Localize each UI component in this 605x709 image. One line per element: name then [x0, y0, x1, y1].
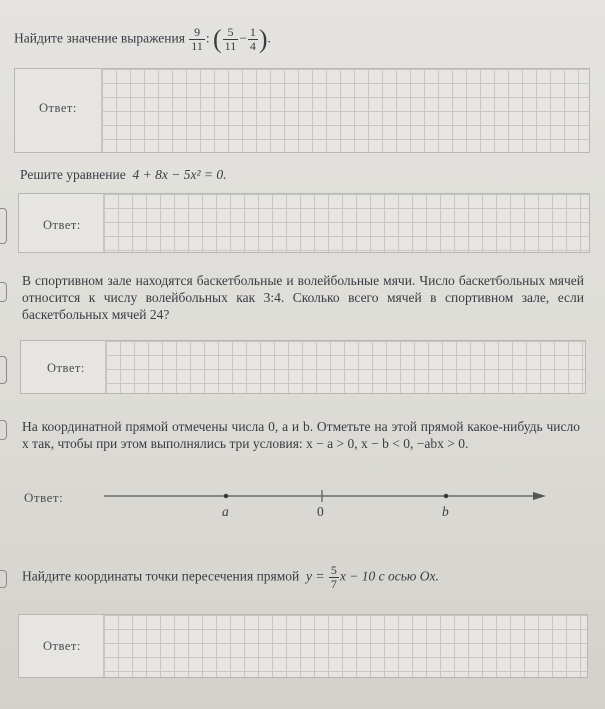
task-1-text: Найдите значение выражения [14, 30, 185, 46]
task-3-prompt [22, 272, 584, 323]
division-sign: : [205, 30, 210, 46]
task-2-equation: 4 + 8x − 5x² = 0. [132, 167, 227, 182]
label-zero: 0 [317, 504, 324, 519]
task-5-prompt [22, 564, 439, 591]
answer-label-3: Ответ: [47, 361, 85, 375]
axis-arrow-icon [533, 492, 546, 500]
task-2-prompt [20, 166, 226, 183]
margin-bracket-3 [0, 282, 7, 302]
answer-grid-1[interactable] [101, 69, 589, 152]
task-3-text: В спортивном зале находятся баскетбольные и волейбольные мячи. Число баскетбольных мячей относится к числу волейбольных как 3:4. Сколько всего мячей в спортивном зале, если баскетбольных мячей 24? [22, 273, 584, 322]
label-b: b [442, 504, 449, 519]
fraction-5-7: $\frac{5}{7}$ [330, 563, 337, 591]
task-4-prompt [22, 418, 580, 452]
answer-grid-2[interactable] [103, 194, 589, 252]
task-5-rhs: x − 10 с осью Ox. [339, 568, 439, 584]
task-5-lhs: y = [306, 568, 325, 584]
answer-box-5[interactable] [18, 614, 588, 678]
answer-label-4: Ответ: [24, 490, 64, 505]
fraction-9-11: $\frac{9}{11}$ [191, 25, 203, 53]
answer-box-1[interactable] [14, 68, 590, 153]
margin-bracket-3b [0, 356, 7, 384]
answer-box-2[interactable] [18, 193, 590, 253]
task-4-text: На координатной прямой отмечены числа 0, a и b. Отметьте на этой прямой какое-нибудь число x так, чтобы при этом выполнялись три условия: x − a > 0, x − b < 0, −abx > 0. [22, 419, 580, 451]
task-5-text: Найдите координаты точки пересечения прямой [22, 568, 300, 584]
answer-label-5: Ответ: [43, 639, 81, 653]
answer-box-3[interactable] [20, 340, 586, 394]
answer-label-1: Ответ: [39, 101, 77, 115]
margin-bracket-5 [0, 570, 7, 588]
margin-bracket-2 [0, 208, 7, 244]
margin-bracket-4 [0, 420, 7, 440]
answer-label-2: Ответ: [43, 218, 81, 232]
point-a [224, 494, 228, 498]
task-1-prompt: Найдите значение выражения $\frac{9}{11}$ : ( $\frac{5}{11}$ − $\frac{1}{4}$ ). [14, 24, 271, 54]
point-b [444, 494, 448, 498]
fraction-5-11: $\frac{5}{11}$ [224, 25, 237, 53]
answer-grid-5[interactable] [103, 615, 587, 677]
coordinate-line[interactable] [0, 480, 605, 530]
minus-sign: − [239, 30, 247, 46]
task-2-text: Решите уравнение [20, 167, 126, 182]
label-a: a [222, 504, 229, 519]
answer-grid-3[interactable] [105, 341, 585, 393]
fraction-1-4: $\frac{1}{4}$ [249, 25, 256, 53]
